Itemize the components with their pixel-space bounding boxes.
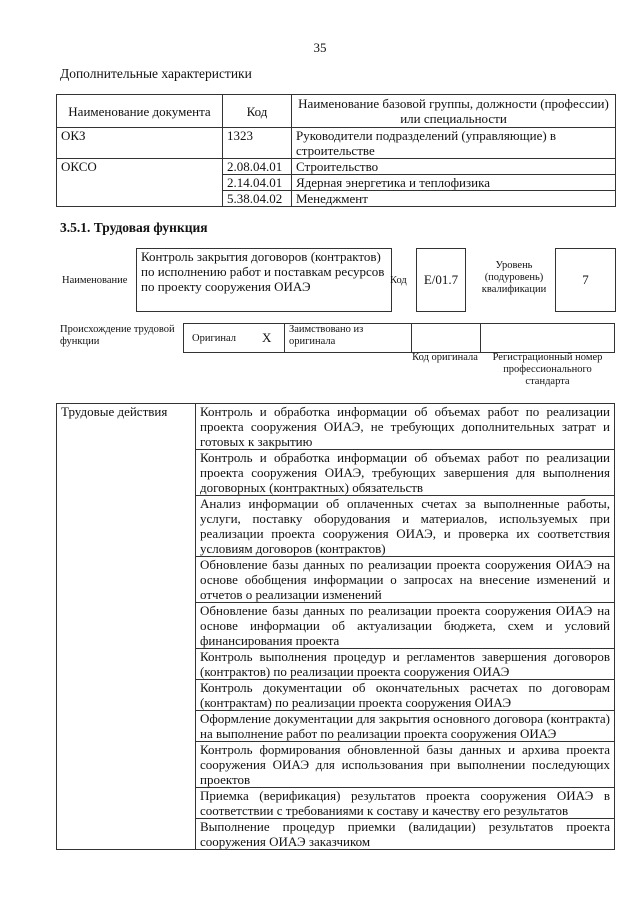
table-row bbox=[57, 128, 616, 159]
cell-code: 1323 bbox=[223, 128, 292, 159]
divider bbox=[411, 324, 412, 352]
additional-characteristics-title: Дополнительные характеристики bbox=[60, 66, 252, 81]
header-doc: Наименование документа bbox=[57, 95, 223, 128]
labor-action: Контроль и обработка информации об объемах работ по реализации проекта сооружения ОИАЭ, не требующих дополнительных затрат и готовых к закрытию bbox=[196, 404, 615, 450]
function-name: Контроль закрытия договоров (контрактов) по исполнению работ и поставкам ресурсов по проекту сооружения ОИАЭ bbox=[136, 248, 392, 312]
cell-doc: ОКЗ bbox=[57, 128, 223, 159]
labor-actions-table bbox=[56, 403, 615, 850]
borrowed-label: Заимствовано из оригинала bbox=[284, 324, 404, 352]
labor-actions-label: Трудовые действия bbox=[57, 404, 196, 850]
cell-code: 5.38.04.02 bbox=[223, 191, 292, 207]
labor-action: Контроль и обработка информации об объемах работ по реализации проекта сооружения ОИАЭ, требующих завершения для выполнения договорных (контрактных) обязательств bbox=[196, 450, 615, 496]
cell-code: 2.14.04.01 bbox=[223, 175, 292, 191]
origin-label: Происхождение трудовой функции bbox=[60, 324, 175, 347]
origin-table bbox=[183, 323, 615, 353]
labor-action: Контроль выполнения процедур и регламентов завершения договоров (контрактов) по реализации проекта сооружения ОИАЭ bbox=[196, 649, 615, 680]
level-label: Уровень (подуровень) квалификации bbox=[481, 260, 547, 295]
additional-characteristics-table bbox=[56, 94, 616, 207]
labor-action: Выполнение процедур приемки (валидации) результатов проекта сооружения ОИАЭ заказчиком bbox=[196, 819, 615, 850]
labor-action: Обновление базы данных по реализации проекта сооружения ОИАЭ на основе обобщения информации о запросах на внесение изменений и отчетов о реализации изменений bbox=[196, 557, 615, 603]
table-row bbox=[57, 404, 615, 450]
function-code: E/01.7 bbox=[416, 248, 466, 312]
table-row bbox=[57, 159, 616, 175]
original-label: Оригинал bbox=[192, 333, 236, 344]
section-title: 3.5.1. Трудовая функция bbox=[60, 220, 208, 235]
divider bbox=[480, 324, 481, 352]
labor-action: Оформление документации для закрытия основного договора (контракта) на выполнение работ по реализации проекта сооружения ОИАЭ bbox=[196, 711, 615, 742]
registration-number-label: Регистрационный номер профессионального стандарта bbox=[492, 352, 603, 387]
page-number: 35 bbox=[313, 40, 327, 55]
labor-action: Анализ информации об оплаченных счетах за выполненные работы, услуги, поставку оборудования и материалов, используемых при реализации проекта сооружения ОИАЭ, и проверка их соответствия условиям договоров (контрактов) bbox=[196, 496, 615, 557]
table-header bbox=[57, 95, 616, 128]
labor-action: Контроль документации об окончательных расчетах по договорам (контрактам) по реализации проекта сооружения ОИАЭ bbox=[196, 680, 615, 711]
name-label: Наименование bbox=[62, 275, 128, 286]
cell-name: Строительство bbox=[292, 159, 616, 175]
header-name: Наименование базовой группы, должности (профессии) или специальности bbox=[292, 95, 616, 128]
labor-action: Приемка (верификация) результатов проекта сооружения ОИАЭ в соответствии с требованиями к составу и качеству его результатов bbox=[196, 788, 615, 819]
header-code: Код bbox=[223, 95, 292, 128]
cell-name: Менеджмент bbox=[292, 191, 616, 207]
labor-action: Обновление базы данных по реализации проекта сооружения ОИАЭ на основе информации об актуализации бюджета, схем и условий финансирования проекта bbox=[196, 603, 615, 649]
labor-action: Контроль формирования обновленной базы данных и архива проекта сооружения ОИАЭ для использования при выполнении последующих проектов bbox=[196, 742, 615, 788]
cell-doc: ОКСО bbox=[57, 159, 223, 207]
original-code-label: Код оригинала bbox=[412, 352, 478, 363]
cell-name: Руководители подразделений (управляющие) в строительстве bbox=[292, 128, 616, 159]
cell-name: Ядерная энергетика и теплофизика bbox=[292, 175, 616, 191]
code-label: Код bbox=[390, 275, 407, 286]
cell-code: 2.08.04.01 bbox=[223, 159, 292, 175]
original-mark: X bbox=[262, 330, 272, 345]
qualification-level: 7 bbox=[555, 248, 616, 312]
